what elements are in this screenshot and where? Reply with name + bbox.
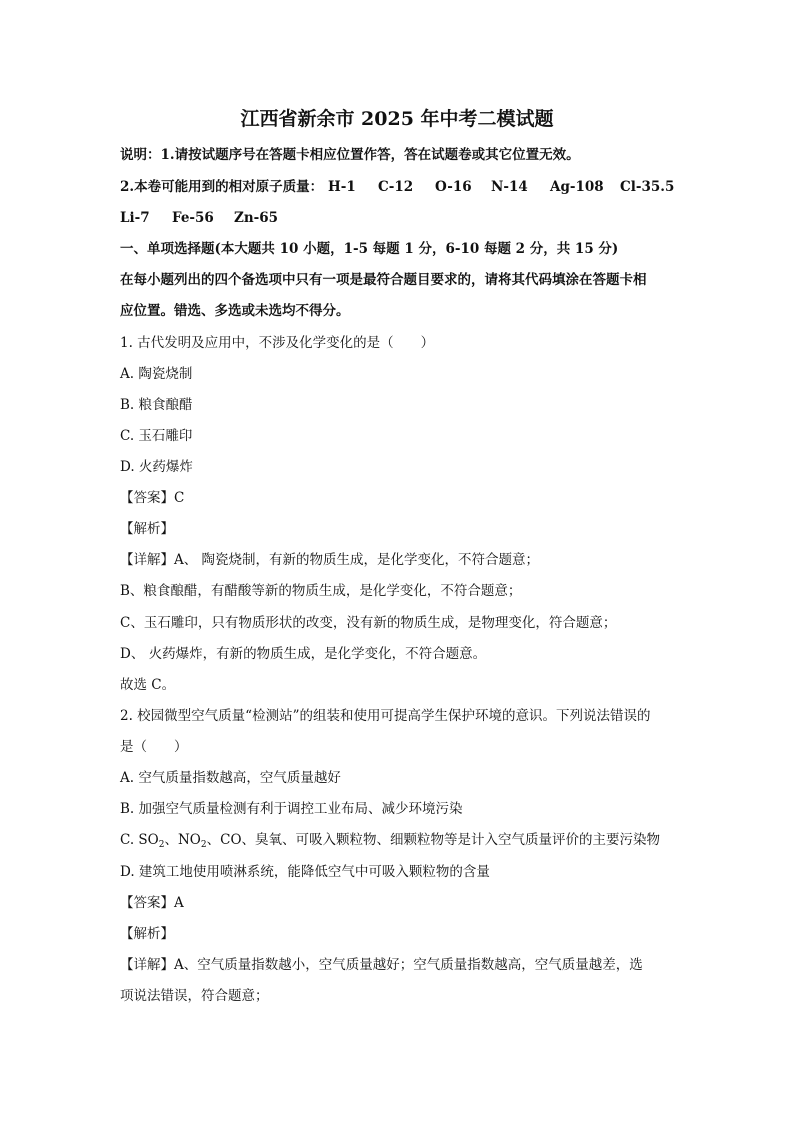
q2-option-c-end: 、CO、臭氧、可吸入颗粒物、细颗粒物等是计入空气质量评价的主要污染物 bbox=[206, 832, 661, 848]
q1-option-d: D. 火药爆炸 bbox=[120, 459, 193, 475]
atomic-masses-line-2 bbox=[120, 208, 320, 228]
q1-option-a: A. 陶瓷烧制 bbox=[120, 366, 193, 382]
q2-detail-line-2: 项说法错误，符合题意； bbox=[120, 988, 269, 1004]
q2-option-c-start: C. SO bbox=[120, 832, 159, 848]
section-desc-line-1: 在每小题列出的四个备选项中只有一项是最符合题目要求的，请将其代码填涂在答题卡相 bbox=[120, 272, 647, 288]
atomic-masses-line-1 bbox=[120, 177, 680, 197]
mass-ag: Ag-108 bbox=[550, 179, 604, 195]
section-heading: 一、单项选择题(本大题共 10 小题，1-5 每题 1 分，6-10 每题 2 分，共 15 分) bbox=[120, 241, 619, 257]
q1-detail-b: B、粮食酿醋，有醋酸等新的物质生成，是化学变化，不符合题意； bbox=[120, 583, 522, 599]
q2-answer: 【答案】A bbox=[120, 895, 184, 911]
page-title: 江西省新余市 2025 年中考二模试题 bbox=[240, 108, 554, 130]
q2-detail-line-1: 【详解】A、空气质量指数越小，空气质量越好；空气质量指数越高，空气质量越差，选 bbox=[120, 957, 643, 973]
q1-analysis-label: 【解析】 bbox=[120, 521, 174, 537]
mass-zn: Zn-65 bbox=[234, 210, 279, 226]
q2-option-d: D. 建筑工地使用喷淋系统，能降低空气中可吸入颗粒物的含量 bbox=[120, 864, 490, 880]
q2-option-c bbox=[120, 830, 660, 855]
q1-detail-c: C、玉石雕印，只有物质形状的改变，没有新的物质生成，是物理变化，符合题意； bbox=[120, 615, 617, 631]
mass-c: C-12 bbox=[378, 179, 414, 195]
q2-option-c-mid: 、NO bbox=[164, 832, 201, 848]
q1-option-b: B. 粮食酿醋 bbox=[120, 397, 193, 413]
section-desc-line-2: 应位置。错选、多选或未选均不得分。 bbox=[120, 303, 350, 319]
q2-option-b: B. 加强空气质量检测有利于调控工业布局、减少环境污染 bbox=[120, 801, 463, 817]
q1-detail-d: D、 火药爆炸，有新的物质生成，是化学变化，不符合题意。 bbox=[120, 646, 487, 662]
mass-h: H-1 bbox=[328, 179, 356, 195]
mass-li: Li-7 bbox=[120, 210, 150, 226]
q1-detail-a: 【详解】A、 陶瓷烧制，有新的物质生成，是化学变化，不符合题意； bbox=[120, 552, 540, 568]
q1-conclusion: 故选 C。 bbox=[120, 677, 176, 693]
q2-option-a: A. 空气质量指数越高，空气质量越好 bbox=[120, 770, 341, 786]
instruction-note-1: 说明：1.请按试题序号在答题卡相应位置作答，答在试题卷或其它位置无效。 bbox=[120, 147, 580, 163]
mass-fe: Fe-56 bbox=[172, 210, 214, 226]
mass-o: O-16 bbox=[435, 179, 472, 195]
q1-answer: 【答案】C bbox=[120, 490, 185, 506]
q2-stem-line-1: 2. 校园微型空气质量“检测站”的组装和使用可提高学生保护环境的意识。下列说法错误的 bbox=[120, 708, 651, 724]
q2-analysis-label: 【解析】 bbox=[120, 926, 174, 942]
q1-option-c: C. 玉石雕印 bbox=[120, 428, 193, 444]
subscript-2: 2 bbox=[158, 840, 165, 850]
q2-stem-line-2: 是（ ） bbox=[120, 739, 188, 755]
mass-n: N-14 bbox=[491, 179, 528, 195]
q1-stem: 1. 古代发明及应用中，不涉及化学变化的是（ ） bbox=[120, 335, 435, 351]
atomic-masses-prefix: 2.本卷可能用到的相对原子质量： bbox=[120, 179, 324, 195]
subscript-2: 2 bbox=[200, 840, 207, 850]
mass-cl: Cl-35.5 bbox=[620, 179, 675, 195]
